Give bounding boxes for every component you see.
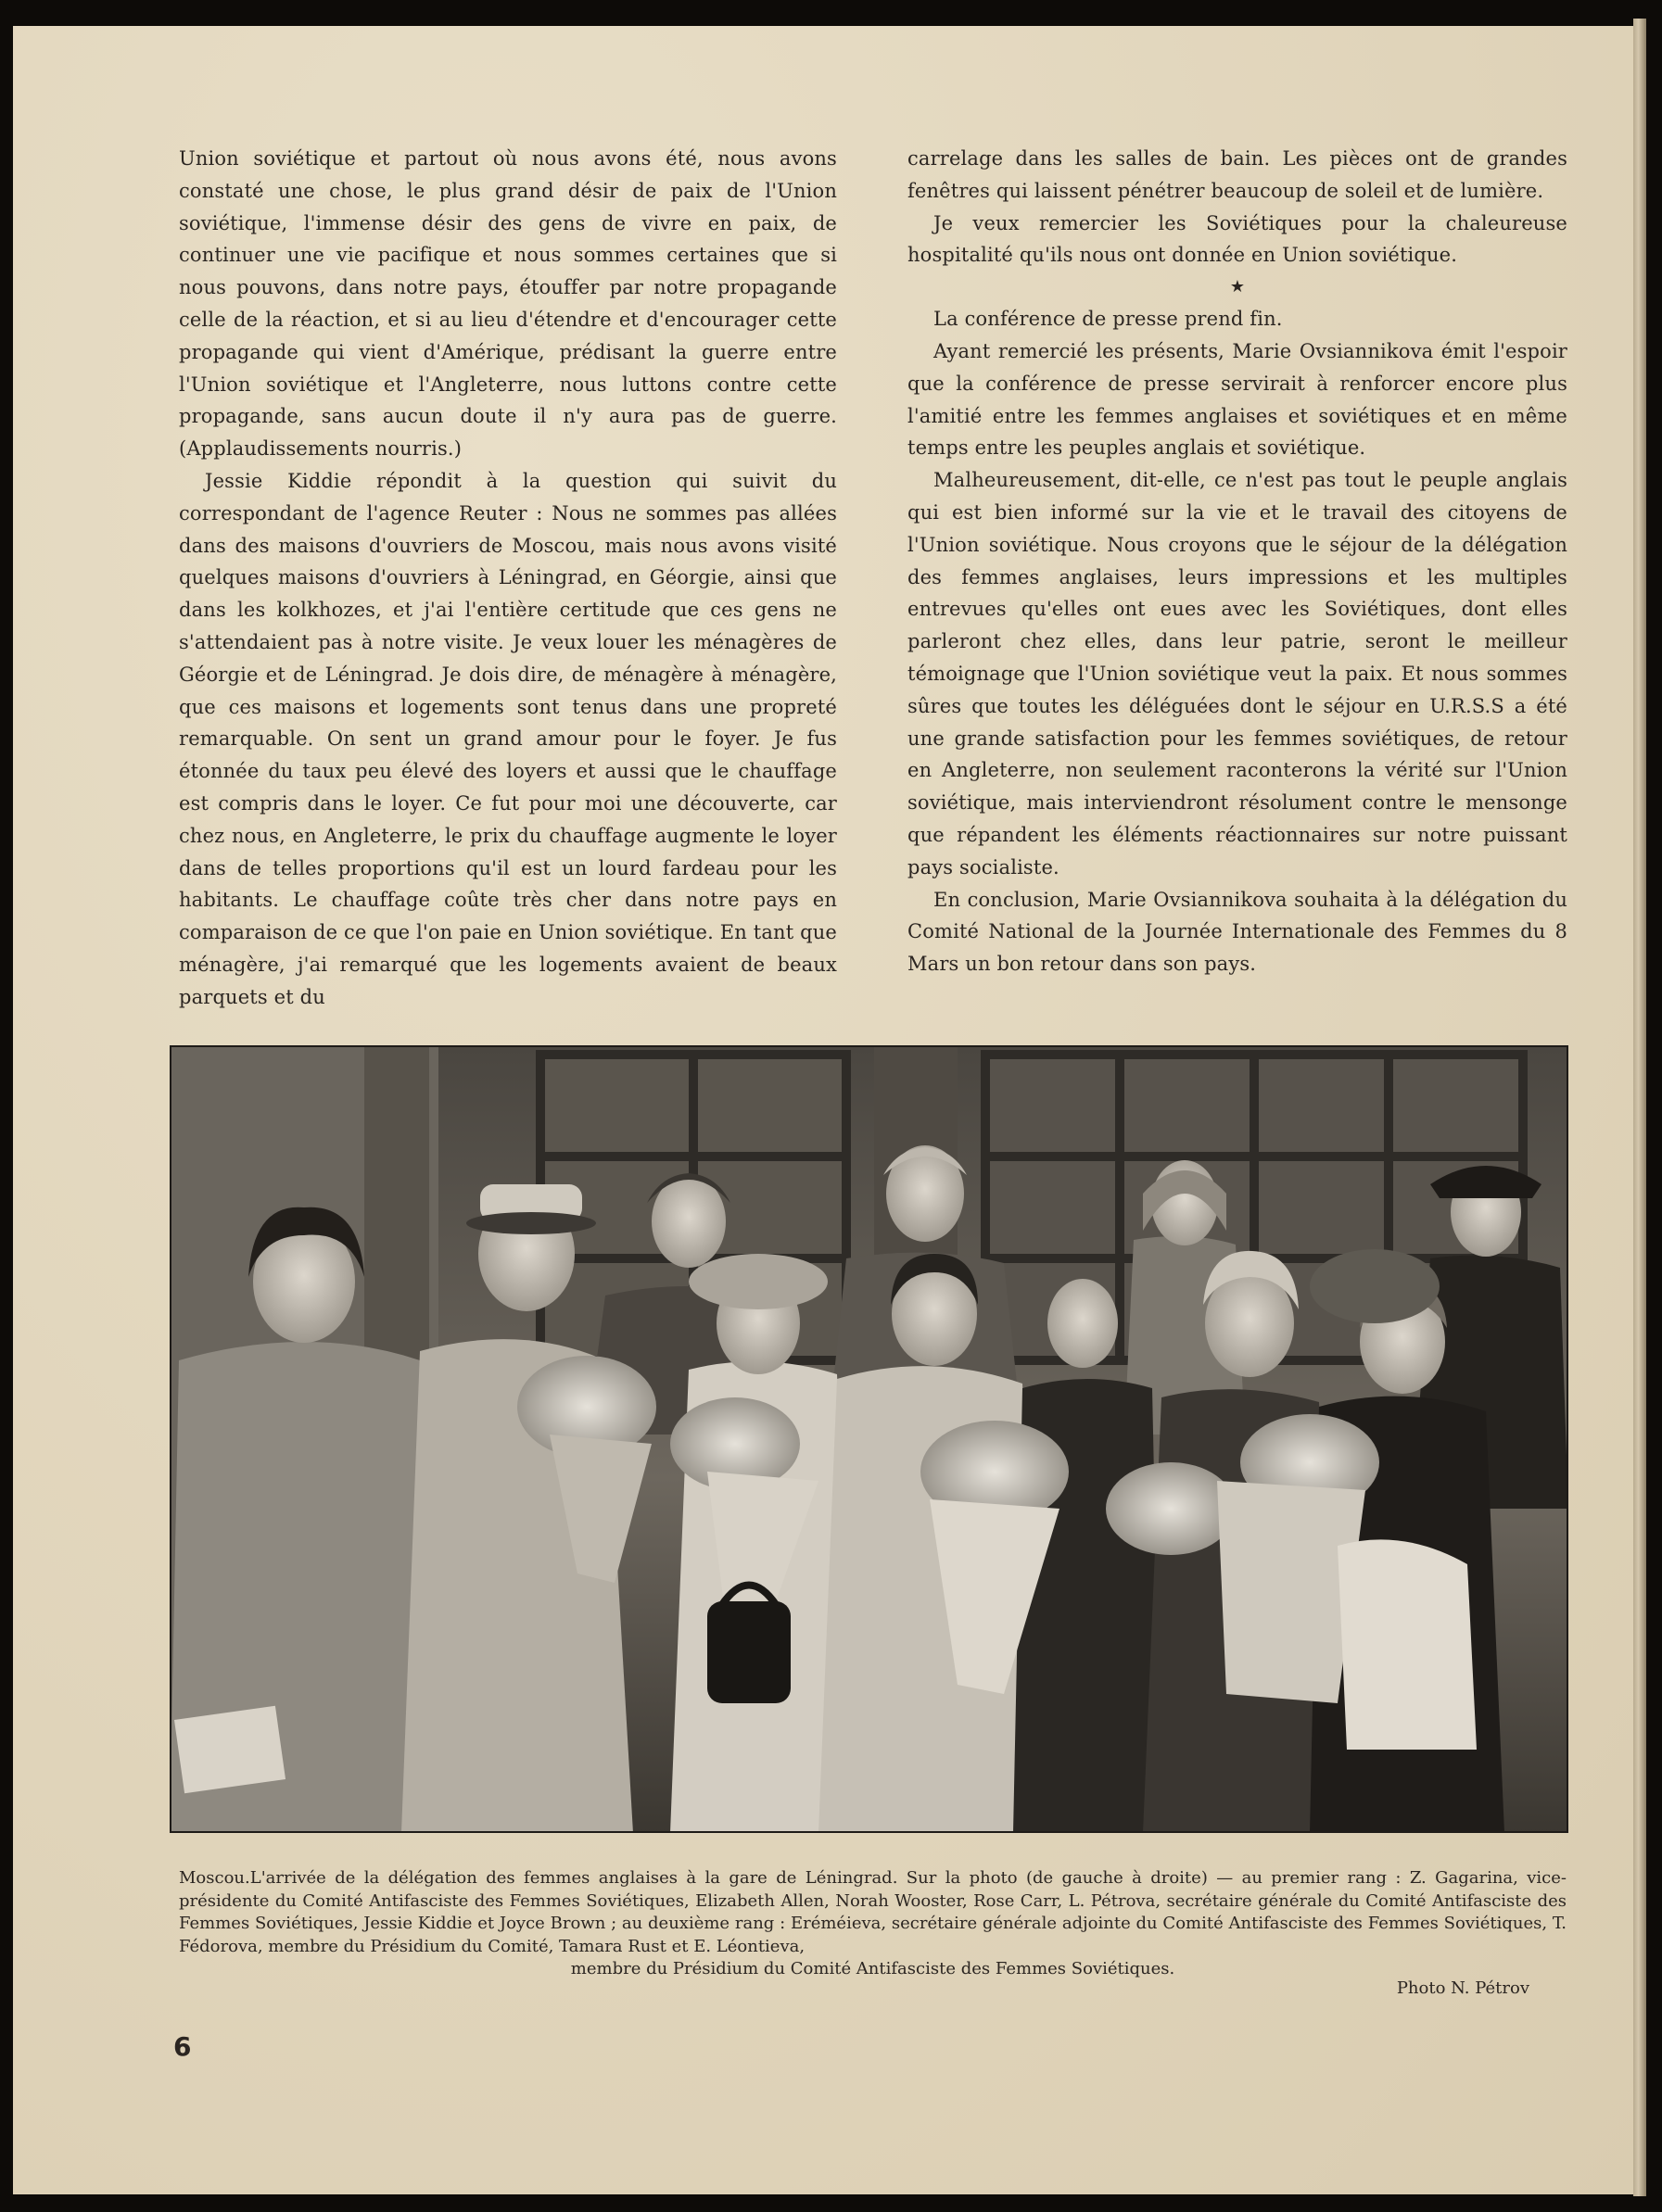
page-fold-edge (1633, 19, 1646, 2196)
paragraph-conference-end: La conférence de presse prend fin. (933, 308, 1283, 331)
paragraph-unfortunately: Malheureusement, dit-elle, ce n'est pas tout le peuple anglais qui est bien informé sur la vie et le travail des citoyens de l'Union soviétique. Nous croyons que le séjour de la délégation des femmes anglaises, leurs impressions et les multiples entrevues qu'elles ont eues avec les Soviétiques, dont elles parleront chez elles, dans leur patrie, seront le meilleur témoignage que l'Union soviétique veut la paix. Et nous sommes sûres que toutes les déléguées dont le séjour en U.R.S.S a été une grande satisfaction pour les femmes soviétiques, de retour en Angleterre, non seulement raconterons la vérité sur l'Union soviétique, mais interviendront résolument contre le mensonge que répandent les éléments réactionnaires sur notre puissant pays socialiste. (907, 469, 1567, 878)
star-separator-icon: ★ (1229, 277, 1246, 297)
paragraph-speech-end: Union soviétique et partout où nous avons été, nous avons constaté une chose, le plus grand désir de paix de l'Union soviétique, l'immense désir des gens de vivre en paix, de continuer une vie pacifique et nous sommes certaines que si nous pouvons, dans notre pays, étouffer par notre propagande celle de la réaction, et si au lieu d'étendre et d'encourager cette propagande qui vient d'Amérique, prédisant la guerre entre l'Union soviétique et l'Angleterre, nous luttons contre cette propagande, sans aucun doute il n'y aura pas de guerre. (Applaudissements nourris.) (179, 147, 837, 461)
paragraph-continuation: carrelage dans les salles de bain. Les pièces ont de grandes fenêtres qui laissent pénétrer beaucoup de soleil et de lumière. (907, 147, 1567, 202)
photo-caption (179, 1867, 1567, 1981)
right-text-column (907, 143, 1567, 980)
paragraph-conclusion: En conclusion, Marie Ovsiannikova souhaita à la délégation du Comité National de la Journée Internationale des Femmes du 8 Mars un bon retour dans son pays. (907, 888, 1567, 976)
caption-main-text: Moscou.L'arrivée de la délégation des femmes anglaises à la gare de Léningrad. Sur la photo (de gauche à droite) — au premier rang : Z. Gagarina, vice-présidente du Comité Antifasciste des Femmes Soviétiques, Elizabeth Allen, Norah Wooster, Rose Carr, L. Pétrova, secrétaire générale du Comité Antifasciste des Femmes Soviétiques, Jessie Kiddie et Joyce Brown ; au deuxième rang : Eréméieva, secrétaire générale adjointe du Comité Antifasciste des Femmes Soviétiques, T. Fédorova, membre du Présidium du Comité, Tamara Rust et E. Léontieva, (179, 1868, 1567, 1956)
left-text-column (179, 143, 837, 1014)
page-number: 6 (173, 2031, 192, 2062)
paragraph-ovsiannikova-hope: Ayant remercié les présents, Marie Ovsiannikova émit l'espoir que la conférence de presse servirait à renforcer encore plus l'amitié entre les femmes anglaises et soviétiques et en même temps entre les peuples anglais et soviétique. (907, 339, 1567, 460)
photo-credit: Photo N. Pétrov (1396, 1978, 1529, 1998)
paragraph-jessie-kiddie: Jessie Kiddie répondit à la question qui suivit du correspondant de l'agence Reuter : Nous ne sommes pas allées dans des maisons d'ouvriers de Moscou, mais nous avons visité quelques maisons d'ouvriers à Léningrad, en Géorgie, ainsi que dans les kolkhozes, et j'ai l'entière certitude que ces gens ne s'attendaient pas à notre visite. Je veux louer les ménagères de Géorgie et de Léningrad. Je dois dire, de ménagère à ménagère, que ces maisons et logements sont tenus dans une propreté remarquable. On sent un grand amour pour le foyer. Je fus étonnée du taux peu élevé des loyers et aussi que le chauffage est compris dans le loyer. Ce fut pour moi une découverte, car chez nous, en Angleterre, le prix du chauffage augmente le loyer dans de telles proportions qu'il est un lourd fardeau pour les habitants. Le chauffage coûte très cher dans notre pays en comparaison de ce que l'on paie en Union soviétique. En tant que ménagère, j'ai remarqué que les logements avaient de beaux parquets et du (179, 469, 837, 1008)
delegation-photo (170, 1045, 1568, 1833)
paragraph-thanks: Je veux remercier les Soviétiques pour la chaleureuse hospitalité qu'ils nous ont donnée en Union soviétique. (907, 211, 1567, 267)
caption-last-line: membre du Présidium du Comité Antifasciste des Femmes Soviétiques. (570, 1959, 1175, 1978)
